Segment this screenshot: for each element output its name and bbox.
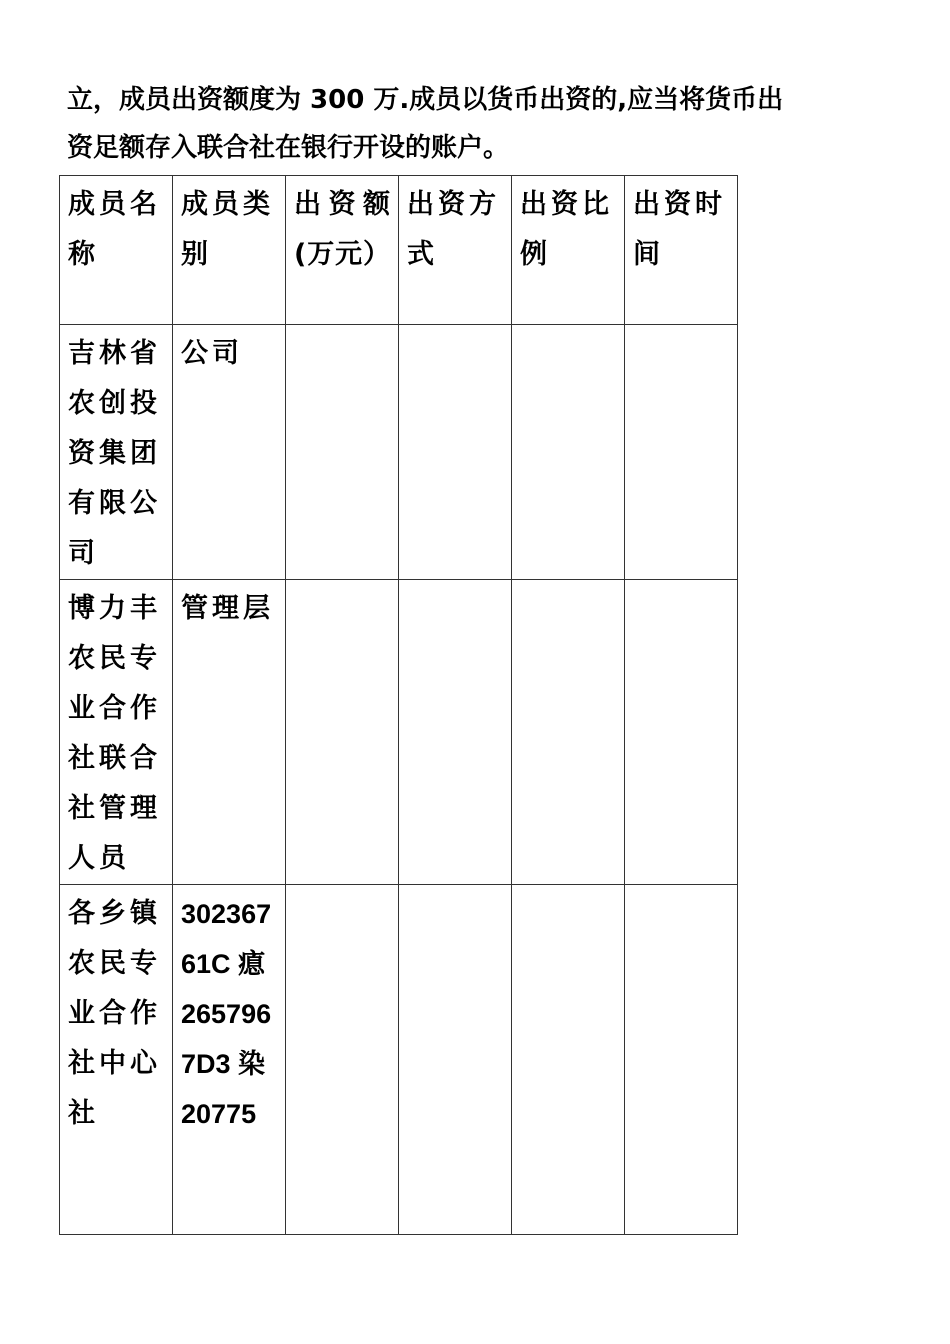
table-row [60, 885, 738, 1235]
cell-member-category: 管理层 [173, 580, 286, 885]
cell-time [625, 325, 738, 580]
header-cell-member-category: 成员类别 [173, 176, 286, 325]
header-cell-method: 出资方式 [399, 176, 512, 325]
cell-method [399, 580, 512, 885]
header-cell-amount: 出资额(万元） [286, 176, 399, 325]
cell-ratio [512, 325, 625, 580]
cell-member-name: 博力丰农民专业合作社联合社管理人员 [60, 580, 173, 885]
cell-amount [286, 580, 399, 885]
member-contribution-table [59, 175, 738, 1235]
table-header-row [60, 176, 738, 325]
cell-member-category: 公司 [173, 325, 286, 580]
header-cell-time: 出资时间 [625, 176, 738, 325]
cell-ratio [512, 885, 625, 1235]
cell-amount [286, 325, 399, 580]
header-cell-ratio: 出资比例 [512, 176, 625, 325]
cell-ratio [512, 580, 625, 885]
cell-member-category: 30236761C 瘜 2657967D3 染 20775 [173, 885, 286, 1235]
cell-method [399, 325, 512, 580]
header-cell-member-name: 成员名称 [60, 176, 173, 325]
intro-paragraph [67, 76, 897, 172]
cell-method [399, 885, 512, 1235]
table-row [60, 580, 738, 885]
table-row [60, 325, 738, 580]
cell-time [625, 580, 738, 885]
cell-time [625, 885, 738, 1235]
cell-member-name: 各乡镇农民专业合作社中心社 [60, 885, 173, 1235]
cell-amount [286, 885, 399, 1235]
cell-member-name: 吉林省农创投资集团有限公司 [60, 325, 173, 580]
paragraph-line-2: 资足额存入联合社在银行开设的账户。 [67, 133, 510, 163]
paragraph-line-1: 立，成员出资额度为 300 万.成员以货币出资的,应当将货币出 [67, 85, 784, 115]
